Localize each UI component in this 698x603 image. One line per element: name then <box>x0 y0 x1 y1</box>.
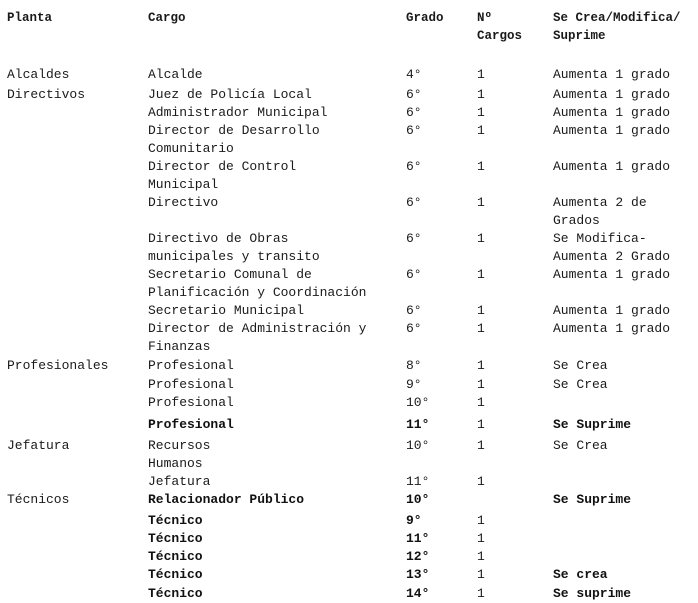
cargo-cell: Directivo de Obras <box>148 231 289 246</box>
ncargos-cell: 1 <box>477 586 485 601</box>
accion-cell: Se Crea <box>553 438 608 453</box>
accion-cell: Grados <box>553 213 600 228</box>
accion-cell: Se crea <box>553 567 608 582</box>
accion-cell: Aumenta 1 grado <box>553 159 671 174</box>
cargo-cell: Director de Desarrollo <box>148 123 320 138</box>
planta-cell: Directivos <box>7 87 86 102</box>
cargo-cell: Recursos <box>148 438 211 453</box>
accion-cell: Aumenta 2 de <box>553 195 647 210</box>
grado-cell: 6° <box>406 123 422 138</box>
accion-cell: Se Suprime <box>553 492 632 507</box>
ncargos-cell: 1 <box>477 358 485 373</box>
grado-cell: 9° <box>406 513 422 528</box>
cargo-cell: Profesional <box>148 358 234 373</box>
accion-cell: Aumenta 1 grado <box>553 303 671 318</box>
accion-cell: Se Modifica- <box>553 231 647 246</box>
accion-cell: Aumenta 1 grado <box>553 105 671 120</box>
grado-cell: 4° <box>406 67 422 82</box>
header-accion-line2: Suprime <box>553 29 606 43</box>
grado-cell: 13° <box>406 567 430 582</box>
accion-cell: Se Crea <box>553 358 608 373</box>
cargo-cell: Directivo <box>148 195 219 210</box>
accion-cell: Se Crea <box>553 377 608 392</box>
accion-cell: Aumenta 1 grado <box>553 321 671 336</box>
grado-cell: 11° <box>406 417 430 432</box>
cargo-cell: Municipal <box>148 177 219 192</box>
cargo-cell: Director de Control <box>148 159 297 174</box>
cargo-cell: Técnico <box>148 513 203 528</box>
cargo-cell: Técnico <box>148 531 203 546</box>
cargo-cell: Profesional <box>148 417 234 432</box>
cargo-cell: municipales y transito <box>148 249 320 264</box>
grado-cell: 6° <box>406 87 422 102</box>
header-grado: Grado <box>406 11 444 25</box>
ncargos-cell: 1 <box>477 549 485 564</box>
cargo-cell: Finanzas <box>148 339 211 354</box>
grado-cell: 6° <box>406 303 422 318</box>
cargo-cell: Secretario Comunal de <box>148 267 312 282</box>
cargo-cell: Jefatura <box>148 474 211 489</box>
ncargos-cell: 1 <box>477 417 485 432</box>
header-ncargos-line2: Cargos <box>477 29 523 43</box>
cargo-cell: Profesional <box>148 395 234 410</box>
ncargos-cell: 1 <box>477 87 485 102</box>
header-ncargos-line1: Nº <box>477 11 493 25</box>
cargo-cell: Técnico <box>148 567 203 582</box>
grado-cell: 10° <box>406 395 430 410</box>
accion-cell: Aumenta 2 Grado <box>553 249 671 264</box>
header-accion-line1: Se Crea/Modifica/ <box>553 11 681 25</box>
ncargos-cell: 1 <box>477 267 485 282</box>
grado-cell: 6° <box>406 105 422 120</box>
ncargos-cell: 1 <box>477 67 485 82</box>
cargo-cell: Planificación y Coordinación <box>148 285 367 300</box>
ncargos-cell: 1 <box>477 567 485 582</box>
ncargos-cell: 1 <box>477 531 485 546</box>
ncargos-cell: 1 <box>477 438 485 453</box>
grado-cell: 14° <box>406 586 430 601</box>
ncargos-cell: 1 <box>477 195 485 210</box>
cargo-cell: Técnico <box>148 586 203 601</box>
ncargos-cell: 1 <box>477 377 485 392</box>
planta-cell: Profesionales <box>7 358 109 373</box>
accion-cell: Aumenta 1 grado <box>553 67 671 82</box>
grado-cell: 12° <box>406 549 430 564</box>
grado-cell: 11° <box>406 474 430 489</box>
ncargos-cell: 1 <box>477 123 485 138</box>
ncargos-cell: 1 <box>477 303 485 318</box>
cargo-cell: Profesional <box>148 377 234 392</box>
accion-cell: Se Suprime <box>553 417 632 432</box>
ncargos-cell: 1 <box>477 513 485 528</box>
ncargos-cell: 1 <box>477 231 485 246</box>
grado-cell: 11° <box>406 531 430 546</box>
planta-cell: Jefatura <box>7 438 70 453</box>
grado-cell: 6° <box>406 195 422 210</box>
ncargos-cell: 1 <box>477 395 485 410</box>
cargo-cell: Juez de Policía Local <box>148 87 312 102</box>
header-cargo: Cargo <box>148 11 186 25</box>
ncargos-cell: 1 <box>477 159 485 174</box>
grado-cell: 10° <box>406 438 430 453</box>
planta-cell: Técnicos <box>7 492 70 507</box>
accion-cell: Aumenta 1 grado <box>553 123 671 138</box>
ncargos-cell: 1 <box>477 105 485 120</box>
accion-cell: Aumenta 1 grado <box>553 87 671 102</box>
cargo-cell: Relacionador Público <box>148 492 305 507</box>
ncargos-cell: 1 <box>477 474 485 489</box>
cargo-cell: Humanos <box>148 456 203 471</box>
grado-cell: 8° <box>406 358 422 373</box>
cargo-cell: Administrador Municipal <box>148 105 328 120</box>
grado-cell: 10° <box>406 492 430 507</box>
grado-cell: 6° <box>406 321 422 336</box>
grado-cell: 6° <box>406 267 422 282</box>
cargo-cell: Director de Administración y <box>148 321 367 336</box>
ncargos-cell: 1 <box>477 321 485 336</box>
planta-cell: Alcaldes <box>7 67 70 82</box>
accion-cell: Se suprime <box>553 586 632 601</box>
accion-cell: Aumenta 1 grado <box>553 267 671 282</box>
cargo-cell: Alcalde <box>148 67 203 82</box>
grado-cell: 9° <box>406 377 422 392</box>
cargo-cell: Comunitario <box>148 141 234 156</box>
cargo-cell: Técnico <box>148 549 203 564</box>
header-planta: Planta <box>7 11 53 25</box>
cargo-cell: Secretario Municipal <box>148 303 305 318</box>
grado-cell: 6° <box>406 231 422 246</box>
grado-cell: 6° <box>406 159 422 174</box>
